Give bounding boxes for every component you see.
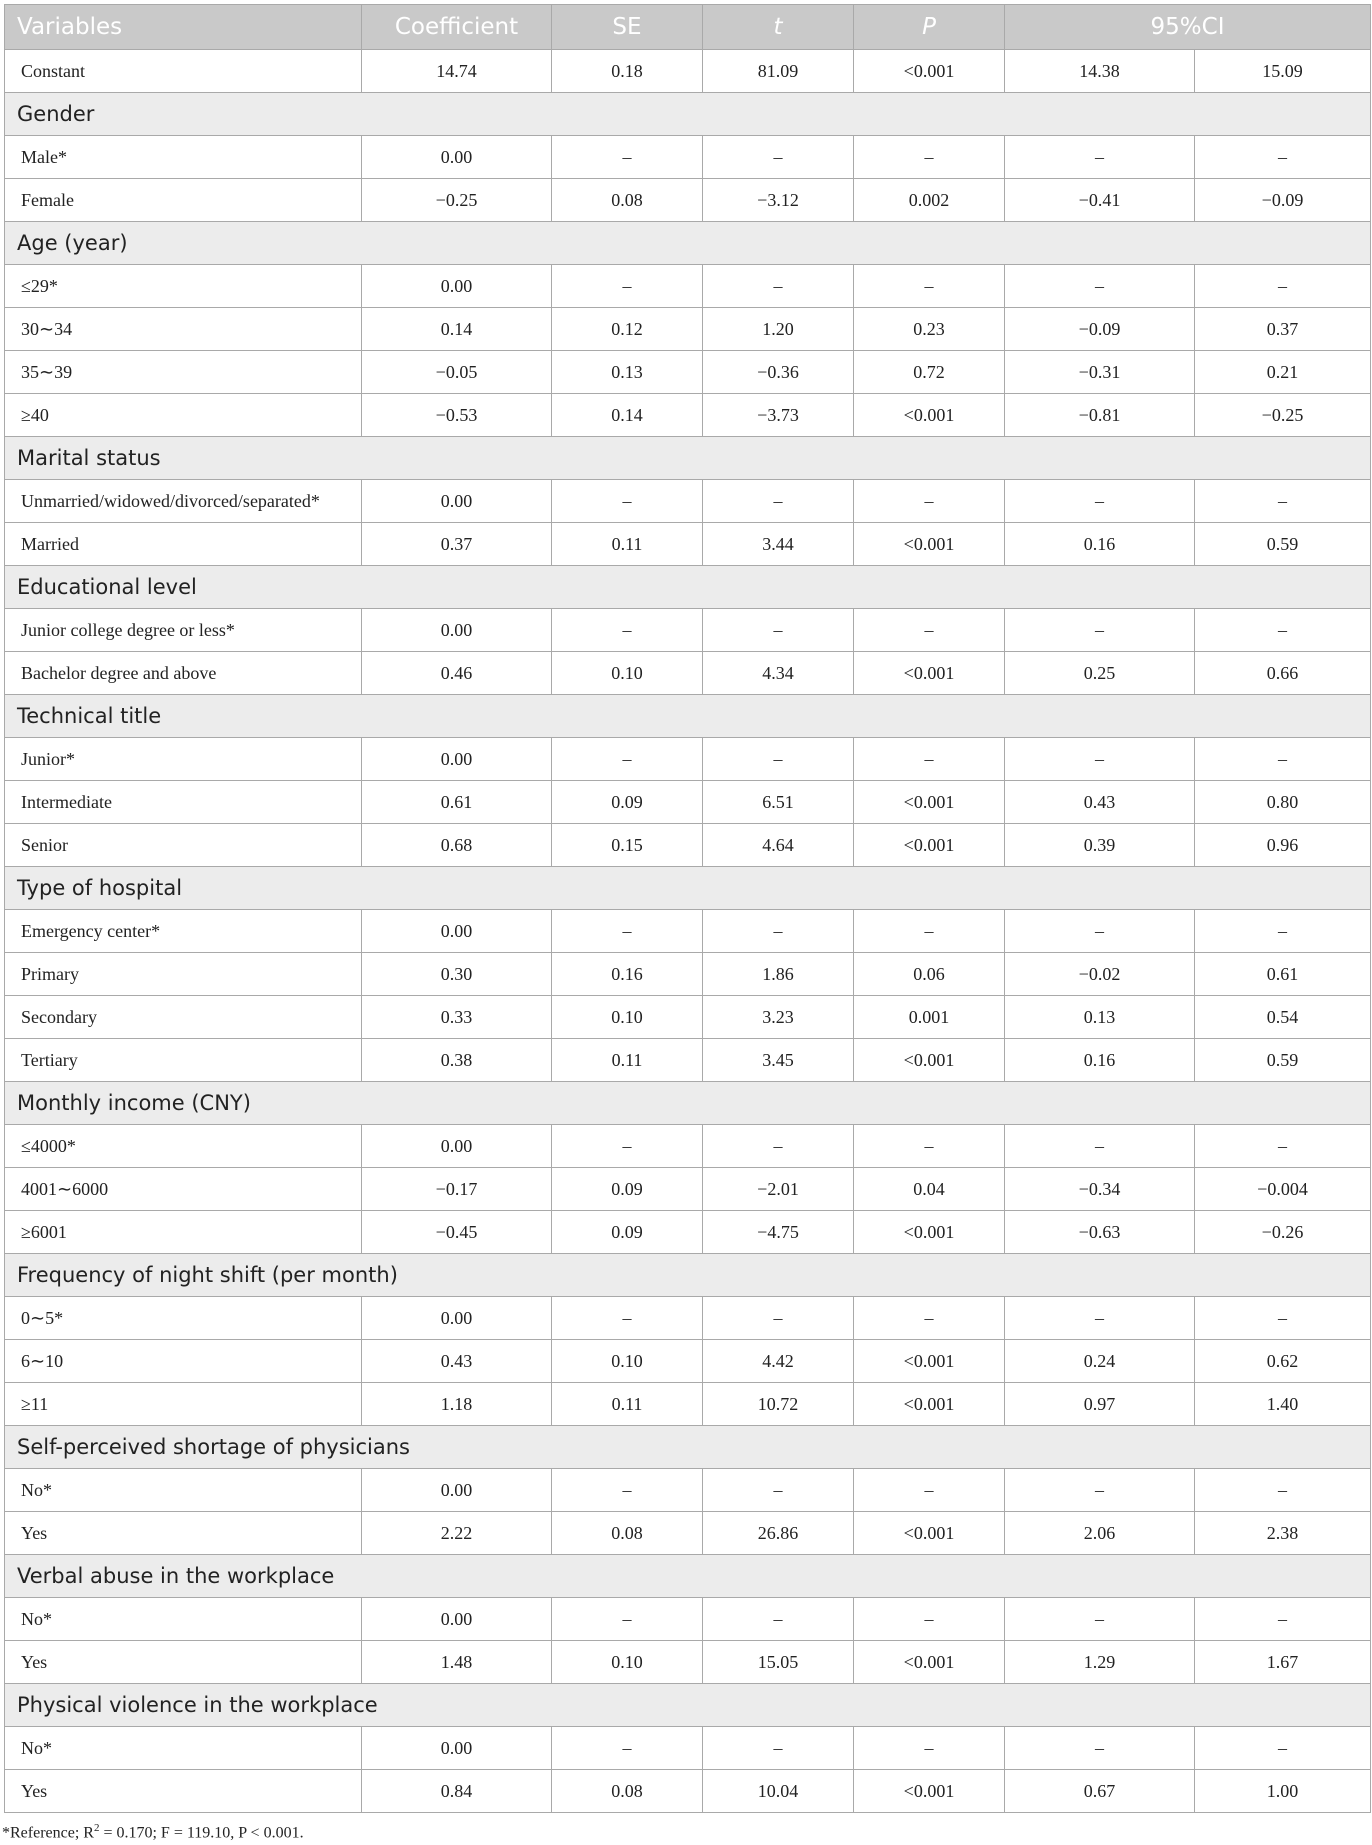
cell-t: – [703, 609, 854, 652]
cell-se: – [552, 136, 703, 179]
table-header [5, 5, 1371, 50]
cell-p: <0.001 [854, 1512, 1005, 1555]
cell-ci-upper: 0.61 [1195, 953, 1371, 996]
row-label: Emergency center* [5, 910, 362, 953]
cell-ci-lower: −0.41 [1005, 179, 1195, 222]
group-header-row [5, 1426, 1371, 1469]
row-label: Yes [5, 1641, 362, 1684]
table-row [5, 1125, 1371, 1168]
cell-coefficient: −0.45 [362, 1211, 552, 1254]
cell-t: 10.04 [703, 1770, 854, 1813]
cell-coefficient: 0.37 [362, 523, 552, 566]
group-header-row [5, 93, 1371, 136]
cell-t: −3.12 [703, 179, 854, 222]
row-label: Male* [5, 136, 362, 179]
group-header-row [5, 1684, 1371, 1727]
cell-ci-upper: 0.96 [1195, 824, 1371, 867]
cell-ci-upper: – [1195, 136, 1371, 179]
cell-se: – [552, 480, 703, 523]
cell-t: −4.75 [703, 1211, 854, 1254]
cell-p: – [854, 1598, 1005, 1641]
cell-ci-upper: −0.09 [1195, 179, 1371, 222]
group-title: Educational level [5, 566, 1371, 609]
cell-coefficient: −0.53 [362, 394, 552, 437]
table-row [5, 480, 1371, 523]
cell-se: 0.10 [552, 1340, 703, 1383]
cell-se: 0.15 [552, 824, 703, 867]
cell-coefficient: 0.38 [362, 1039, 552, 1082]
footnote-suffix: = 0.170; F = 119.10, P < 0.001. [99, 1824, 304, 1842]
row-label: Secondary [5, 996, 362, 1039]
row-label: Senior [5, 824, 362, 867]
cell-ci-lower: 14.38 [1005, 50, 1195, 93]
row-label: 30∼34 [5, 308, 362, 351]
table-row [5, 1641, 1371, 1684]
cell-p: <0.001 [854, 523, 1005, 566]
cell-t: 3.44 [703, 523, 854, 566]
group-header-row [5, 1555, 1371, 1598]
cell-se: 0.11 [552, 1383, 703, 1426]
cell-coefficient: 0.00 [362, 738, 552, 781]
cell-ci-lower: 1.29 [1005, 1641, 1195, 1684]
cell-t: 15.05 [703, 1641, 854, 1684]
row-label: Tertiary [5, 1039, 362, 1082]
cell-ci-upper: 2.38 [1195, 1512, 1371, 1555]
cell-ci-upper: – [1195, 265, 1371, 308]
cell-ci-lower: 0.97 [1005, 1383, 1195, 1426]
cell-ci-lower: 0.16 [1005, 523, 1195, 566]
table-row [5, 738, 1371, 781]
row-label: Yes [5, 1770, 362, 1813]
cell-coefficient: 14.74 [362, 50, 552, 93]
cell-p: <0.001 [854, 50, 1005, 93]
cell-p: <0.001 [854, 1039, 1005, 1082]
group-title: Technical title [5, 695, 1371, 738]
cell-coefficient: 0.46 [362, 652, 552, 695]
cell-t: – [703, 910, 854, 953]
row-label: Married [5, 523, 362, 566]
cell-p: <0.001 [854, 1770, 1005, 1813]
cell-p: 0.72 [854, 351, 1005, 394]
cell-p: <0.001 [854, 824, 1005, 867]
cell-p: – [854, 1469, 1005, 1512]
table-row [5, 523, 1371, 566]
group-header-row [5, 1082, 1371, 1125]
cell-ci-upper: – [1195, 609, 1371, 652]
cell-coefficient: 0.00 [362, 136, 552, 179]
group-title: Self-perceived shortage of physicians [5, 1426, 1371, 1469]
cell-p: <0.001 [854, 781, 1005, 824]
row-label: No* [5, 1598, 362, 1641]
table-row [5, 308, 1371, 351]
cell-ci-upper: 0.21 [1195, 351, 1371, 394]
cell-ci-upper: 0.62 [1195, 1340, 1371, 1383]
group-title: Verbal abuse in the workplace [5, 1555, 1371, 1598]
cell-p: – [854, 1125, 1005, 1168]
table-row [5, 1039, 1371, 1082]
cell-ci-lower: – [1005, 480, 1195, 523]
cell-ci-upper: 0.54 [1195, 996, 1371, 1039]
table-row [5, 953, 1371, 996]
row-label: Bachelor degree and above [5, 652, 362, 695]
cell-ci-lower: 0.16 [1005, 1039, 1195, 1082]
group-header-row [5, 867, 1371, 910]
cell-ci-upper: 0.59 [1195, 523, 1371, 566]
cell-ci-upper: −0.25 [1195, 394, 1371, 437]
cell-ci-lower: – [1005, 910, 1195, 953]
cell-t: 26.86 [703, 1512, 854, 1555]
cell-ci-upper: – [1195, 480, 1371, 523]
cell-se: – [552, 265, 703, 308]
cell-ci-upper: 1.00 [1195, 1770, 1371, 1813]
cell-se: 0.09 [552, 1211, 703, 1254]
cell-coefficient: 0.00 [362, 609, 552, 652]
table-row [5, 179, 1371, 222]
group-header-row [5, 695, 1371, 738]
cell-ci-lower: −0.31 [1005, 351, 1195, 394]
cell-t: 3.23 [703, 996, 854, 1039]
cell-se: 0.11 [552, 523, 703, 566]
table-row [5, 824, 1371, 867]
cell-ci-lower: – [1005, 265, 1195, 308]
cell-p: – [854, 609, 1005, 652]
cell-se: – [552, 1297, 703, 1340]
cell-se: – [552, 1598, 703, 1641]
table-row [5, 351, 1371, 394]
header-se: SE [552, 5, 703, 50]
cell-se: – [552, 738, 703, 781]
table-row-constant [5, 50, 1371, 93]
table-row [5, 1383, 1371, 1426]
cell-ci-lower: – [1005, 738, 1195, 781]
row-label: Primary [5, 953, 362, 996]
cell-ci-lower: 2.06 [1005, 1512, 1195, 1555]
group-header-row [5, 222, 1371, 265]
cell-t: – [703, 1125, 854, 1168]
header-variables: Variables [5, 5, 362, 50]
cell-ci-lower: 0.13 [1005, 996, 1195, 1039]
table-row [5, 1297, 1371, 1340]
cell-p: <0.001 [854, 1211, 1005, 1254]
table-row [5, 1469, 1371, 1512]
cell-se: 0.09 [552, 781, 703, 824]
group-title: Physical violence in the workplace [5, 1684, 1371, 1727]
cell-t: 4.42 [703, 1340, 854, 1383]
cell-coefficient: 2.22 [362, 1512, 552, 1555]
row-label: Constant [5, 50, 362, 93]
cell-p: 0.002 [854, 179, 1005, 222]
row-label: Unmarried/widowed/divorced/separated* [5, 480, 362, 523]
cell-se: 0.08 [552, 1770, 703, 1813]
cell-coefficient: 0.00 [362, 1598, 552, 1641]
row-label: ≤4000* [5, 1125, 362, 1168]
cell-coefficient: 0.00 [362, 1727, 552, 1770]
cell-t: 6.51 [703, 781, 854, 824]
row-label: ≥11 [5, 1383, 362, 1426]
header-coefficient: Coefficient [362, 5, 552, 50]
table-row [5, 996, 1371, 1039]
cell-ci-lower: −0.34 [1005, 1168, 1195, 1211]
cell-p: – [854, 1727, 1005, 1770]
cell-t: – [703, 480, 854, 523]
group-title: Monthly income (CNY) [5, 1082, 1371, 1125]
cell-t: – [703, 136, 854, 179]
group-title: Age (year) [5, 222, 1371, 265]
table-row [5, 1598, 1371, 1641]
row-label: No* [5, 1727, 362, 1770]
row-label: Junior college degree or less* [5, 609, 362, 652]
cell-t: −3.73 [703, 394, 854, 437]
cell-t: – [703, 1297, 854, 1340]
table-row [5, 1211, 1371, 1254]
table-row [5, 265, 1371, 308]
cell-ci-lower: – [1005, 1598, 1195, 1641]
group-title: Gender [5, 93, 1371, 136]
group-title: Frequency of night shift (per month) [5, 1254, 1371, 1297]
table-row [5, 652, 1371, 695]
row-label: 0∼5* [5, 1297, 362, 1340]
table-footnote [2, 1822, 304, 1842]
cell-ci-lower: – [1005, 1125, 1195, 1168]
cell-ci-upper: – [1195, 1469, 1371, 1512]
cell-coefficient: 0.30 [362, 953, 552, 996]
group-header-row [5, 566, 1371, 609]
regression-table [4, 4, 1371, 1813]
cell-ci-lower: −0.81 [1005, 394, 1195, 437]
cell-se: 0.08 [552, 179, 703, 222]
cell-t: – [703, 1727, 854, 1770]
cell-p: <0.001 [854, 1641, 1005, 1684]
cell-coefficient: −0.05 [362, 351, 552, 394]
cell-coefficient: 1.48 [362, 1641, 552, 1684]
row-label: Yes [5, 1512, 362, 1555]
cell-se: 0.12 [552, 308, 703, 351]
cell-t: 10.72 [703, 1383, 854, 1426]
cell-ci-upper: – [1195, 1125, 1371, 1168]
cell-p: <0.001 [854, 1340, 1005, 1383]
table-row [5, 1512, 1371, 1555]
cell-coefficient: 0.33 [362, 996, 552, 1039]
table-row [5, 1340, 1371, 1383]
row-label: 35∼39 [5, 351, 362, 394]
cell-p: <0.001 [854, 1383, 1005, 1426]
cell-coefficient: 0.68 [362, 824, 552, 867]
cell-se: 0.16 [552, 953, 703, 996]
cell-se: – [552, 1125, 703, 1168]
cell-t: – [703, 1469, 854, 1512]
row-label: Junior* [5, 738, 362, 781]
cell-t: 4.64 [703, 824, 854, 867]
cell-coefficient: −0.17 [362, 1168, 552, 1211]
cell-se: 0.08 [552, 1512, 703, 1555]
row-label: Female [5, 179, 362, 222]
cell-t: – [703, 738, 854, 781]
group-header-row [5, 1254, 1371, 1297]
cell-ci-upper: – [1195, 1297, 1371, 1340]
cell-coefficient: 1.18 [362, 1383, 552, 1426]
cell-ci-upper: – [1195, 738, 1371, 781]
header-t: t [703, 5, 854, 50]
row-label: No* [5, 1469, 362, 1512]
cell-p: <0.001 [854, 652, 1005, 695]
cell-t: 4.34 [703, 652, 854, 695]
cell-coefficient: 0.14 [362, 308, 552, 351]
cell-p: – [854, 136, 1005, 179]
cell-t: 1.86 [703, 953, 854, 996]
cell-p: 0.23 [854, 308, 1005, 351]
cell-coefficient: −0.25 [362, 179, 552, 222]
cell-se: – [552, 1469, 703, 1512]
cell-se: 0.13 [552, 351, 703, 394]
cell-p: – [854, 480, 1005, 523]
cell-t: 3.45 [703, 1039, 854, 1082]
cell-ci-lower: – [1005, 1469, 1195, 1512]
cell-t: −0.36 [703, 351, 854, 394]
cell-t: 1.20 [703, 308, 854, 351]
cell-ci-upper: 0.66 [1195, 652, 1371, 695]
cell-ci-upper: 0.59 [1195, 1039, 1371, 1082]
table-body [5, 50, 1371, 1813]
row-label: ≥40 [5, 394, 362, 437]
cell-p: – [854, 910, 1005, 953]
group-title: Type of hospital [5, 867, 1371, 910]
cell-ci-lower: −0.09 [1005, 308, 1195, 351]
header-95ci: 95%CI [1005, 5, 1371, 50]
cell-se: 0.14 [552, 394, 703, 437]
cell-se: – [552, 1727, 703, 1770]
cell-ci-upper: – [1195, 910, 1371, 953]
cell-p: – [854, 265, 1005, 308]
regression-table-container [4, 4, 1370, 1813]
cell-p: <0.001 [854, 394, 1005, 437]
cell-coefficient: 0.84 [362, 1770, 552, 1813]
table-row [5, 136, 1371, 179]
table-row [5, 1727, 1371, 1770]
cell-ci-lower: 0.24 [1005, 1340, 1195, 1383]
cell-ci-lower: −0.02 [1005, 953, 1195, 996]
cell-p: – [854, 1297, 1005, 1340]
cell-ci-lower: – [1005, 1297, 1195, 1340]
cell-se: 0.11 [552, 1039, 703, 1082]
cell-ci-upper: – [1195, 1598, 1371, 1641]
cell-ci-lower: – [1005, 136, 1195, 179]
cell-ci-upper: −0.26 [1195, 1211, 1371, 1254]
header-row [5, 5, 1371, 50]
table-row [5, 781, 1371, 824]
cell-coefficient: 0.00 [362, 1469, 552, 1512]
cell-ci-upper: 0.80 [1195, 781, 1371, 824]
cell-ci-upper: – [1195, 1727, 1371, 1770]
cell-ci-lower: 0.39 [1005, 824, 1195, 867]
cell-se: – [552, 910, 703, 953]
cell-p: 0.06 [854, 953, 1005, 996]
table-row [5, 609, 1371, 652]
cell-ci-lower: – [1005, 1727, 1195, 1770]
cell-ci-upper: −0.004 [1195, 1168, 1371, 1211]
row-label: ≥6001 [5, 1211, 362, 1254]
cell-t: 81.09 [703, 50, 854, 93]
cell-coefficient: 0.00 [362, 910, 552, 953]
cell-t: – [703, 265, 854, 308]
table-row [5, 394, 1371, 437]
cell-t: – [703, 1598, 854, 1641]
cell-ci-lower: – [1005, 609, 1195, 652]
cell-se: – [552, 609, 703, 652]
cell-ci-upper: 15.09 [1195, 50, 1371, 93]
cell-ci-upper: 0.37 [1195, 308, 1371, 351]
cell-coefficient: 0.61 [362, 781, 552, 824]
cell-ci-lower: −0.63 [1005, 1211, 1195, 1254]
row-label: Intermediate [5, 781, 362, 824]
cell-p: – [854, 738, 1005, 781]
cell-se: 0.10 [552, 996, 703, 1039]
cell-ci-lower: 0.25 [1005, 652, 1195, 695]
cell-ci-upper: 1.40 [1195, 1383, 1371, 1426]
row-label: ≤29* [5, 265, 362, 308]
cell-coefficient: 0.43 [362, 1340, 552, 1383]
cell-p: 0.001 [854, 996, 1005, 1039]
footnote-prefix: *Reference; R [2, 1824, 94, 1842]
cell-ci-lower: 0.67 [1005, 1770, 1195, 1813]
row-label: 6∼10 [5, 1340, 362, 1383]
cell-coefficient: 0.00 [362, 1125, 552, 1168]
cell-coefficient: 0.00 [362, 265, 552, 308]
group-header-row [5, 437, 1371, 480]
group-title: Marital status [5, 437, 1371, 480]
cell-coefficient: 0.00 [362, 480, 552, 523]
cell-se: 0.10 [552, 652, 703, 695]
cell-t: −2.01 [703, 1168, 854, 1211]
cell-se: 0.09 [552, 1168, 703, 1211]
cell-se: 0.10 [552, 1641, 703, 1684]
table-row [5, 1770, 1371, 1813]
cell-ci-upper: 1.67 [1195, 1641, 1371, 1684]
table-row [5, 1168, 1371, 1211]
cell-ci-lower: 0.43 [1005, 781, 1195, 824]
header-p: P [854, 5, 1005, 50]
row-label: 4001∼6000 [5, 1168, 362, 1211]
cell-se: 0.18 [552, 50, 703, 93]
table-row [5, 910, 1371, 953]
cell-p: 0.04 [854, 1168, 1005, 1211]
cell-coefficient: 0.00 [362, 1297, 552, 1340]
footnote-superscript: 2 [93, 1822, 100, 1834]
